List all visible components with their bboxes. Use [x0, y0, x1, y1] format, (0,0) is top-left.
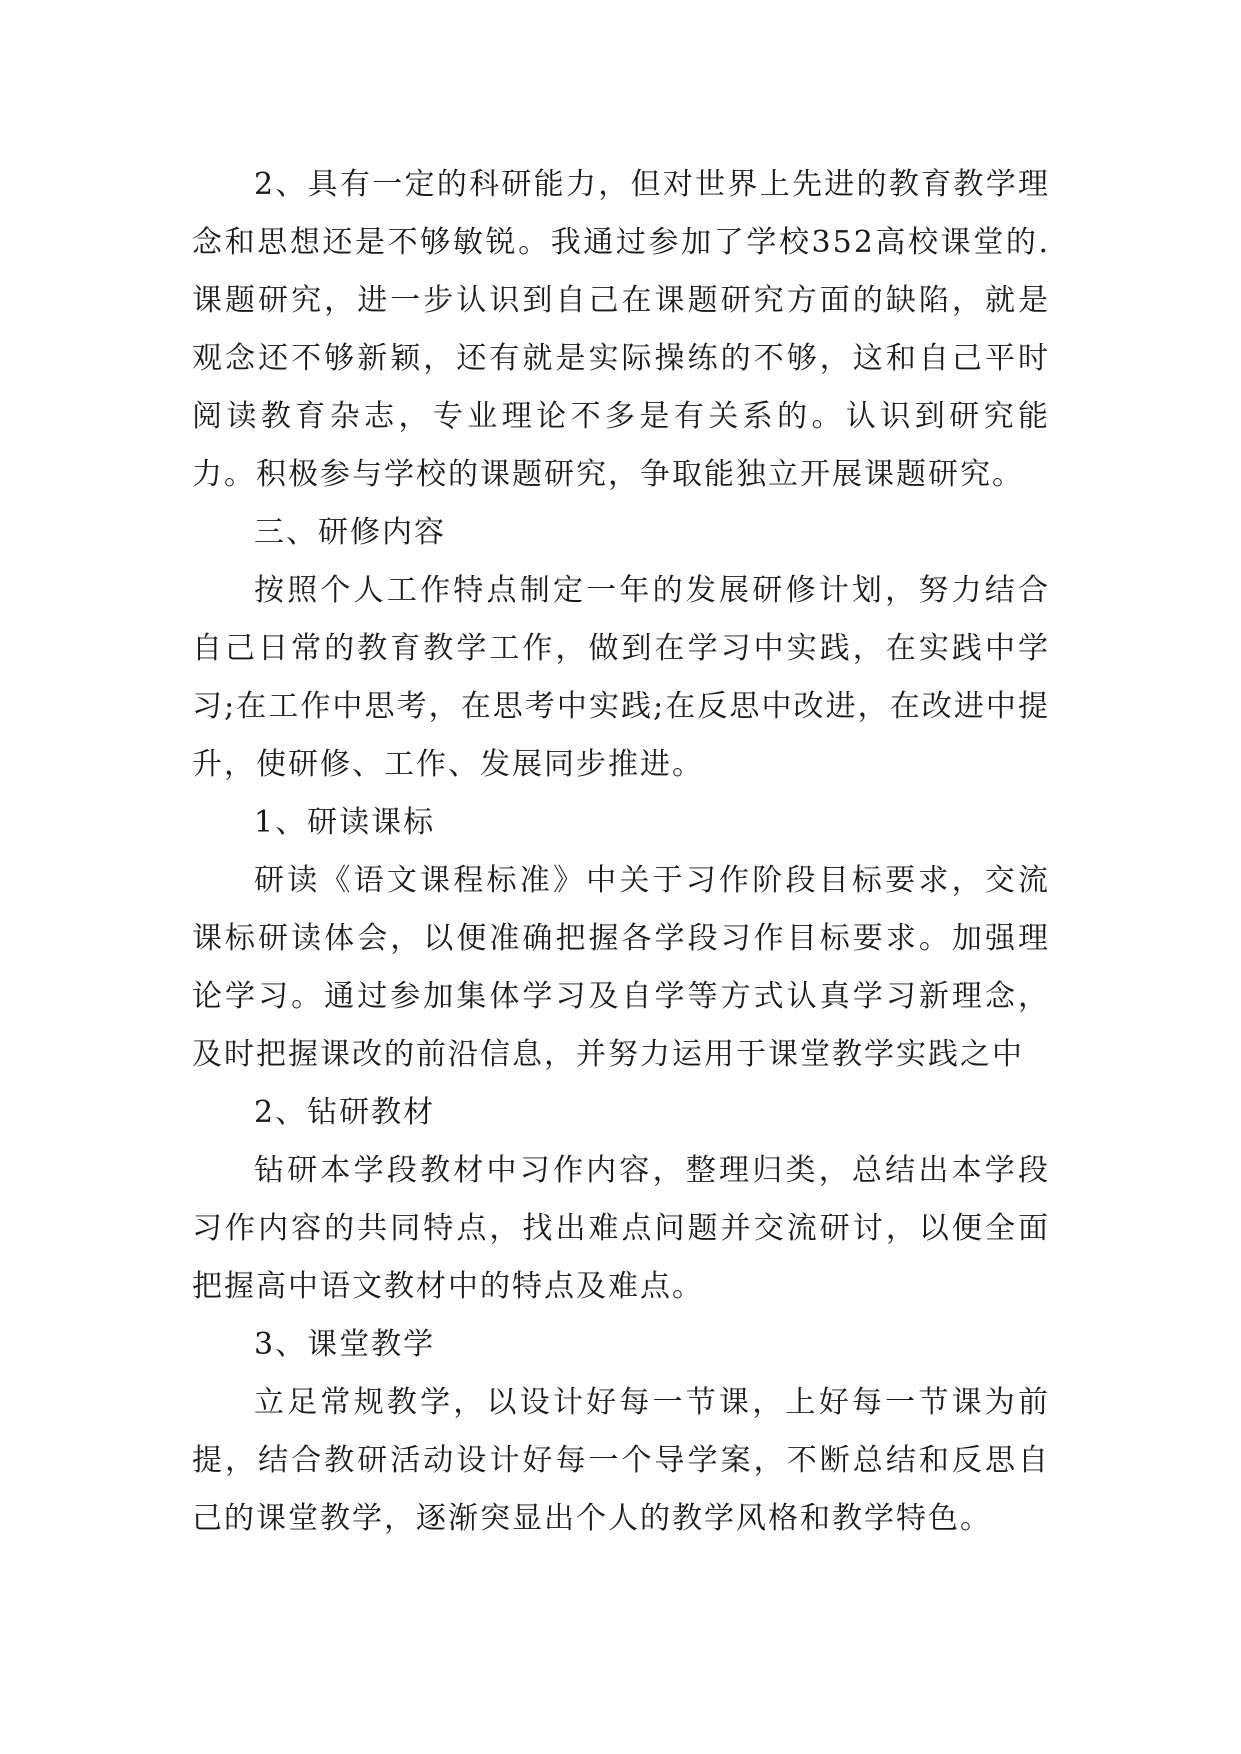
heading-study-curriculum: 1、研读课标	[254, 805, 436, 840]
heading-research-content: 三、研修内容	[254, 515, 446, 550]
paragraph-research-ability: 2、具有一定的科研能力，但对世界上先进的教育教学理念和思想还是不够敏锐。我通过参加了学校352高校课堂的.课题研究，进一步认识到自己在课题研究方面的缺陷，就是观念还不够新颖，还有就是实际操练的不够，这和自己平时阅读教育杂志，专业理论不多是有关系的。认识到研究能力。积极参与学校的课题研究，争取能独立开展课题研究。	[192, 167, 1050, 492]
paragraph-textbook: 钻研本学段教材中习作内容，整理归类，总结出本学段习作内容的共同特点，找出难点问题并交流研讨，以便全面把握高中语文教材中的特点及难点。	[192, 1153, 1050, 1304]
heading-classroom-teaching: 3、课堂教学	[254, 1327, 436, 1362]
paragraph-study-plan: 按照个人工作特点制定一年的发展研修计划，努力结合自己日常的教育教学工作，做到在学习中实践，在实践中学习;在工作中思考，在思考中实践;在反思中改进，在改进中提升，使研修、工作、发展同步推进。	[192, 573, 1050, 782]
heading-study-textbook: 2、钻研教材	[254, 1095, 436, 1130]
paragraph-classroom-teaching: 立足常规教学，以设计好每一节课，上好每一节课为前提，结合教研活动设计好每一个导学案，不断总结和反思自己的课堂教学，逐渐突显出个人的教学风格和教学特色。	[192, 1385, 1050, 1536]
document-body	[192, 156, 1050, 1548]
paragraph-curriculum-standard: 研读《语文课程标准》中关于习作阶段目标要求，交流课标研读体会，以便准确把握各学段习作目标要求。加强理论学习。通过参加集体学习及自学等方式认真学习新理念，及时把握课改的前沿信息，并努力运用于课堂教学实践之中	[192, 863, 1050, 1072]
